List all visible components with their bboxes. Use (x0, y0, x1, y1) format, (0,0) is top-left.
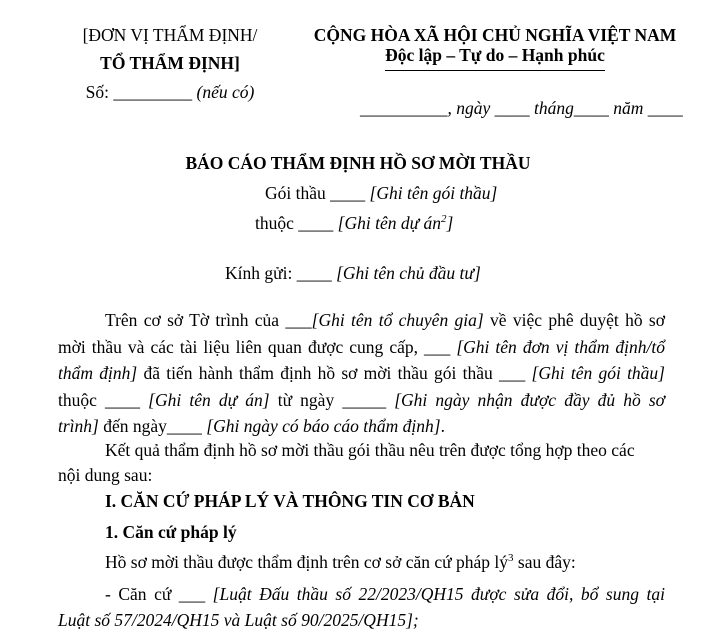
paragraph-line (105, 309, 665, 331)
section-heading-1: I. CĂN CỨ PHÁP LÝ VÀ THÔNG TIN CƠ BẢN (105, 491, 475, 511)
recipient-value: [Ghi tên chủ đầu tư] (336, 263, 481, 283)
placeholder-text: [Ghi tên gói thầu] (531, 363, 665, 383)
placeholder-text: [Ghi ngày có báo cáo thẩm định] (206, 416, 441, 436)
place-date-line: __________, ngày ____ tháng____ năm ____ (360, 98, 683, 118)
org-name-line1: [ĐƠN VỊ THẨM ĐỊNH/ (82, 25, 258, 45)
placeholder-text: [Ghi tên dự án] (148, 390, 270, 410)
body-text: đến ngày____ (98, 416, 207, 436)
legal-intro-text: Hồ sơ mời thầu được thẩm định trên cơ sở căn cứ pháp lý (105, 552, 509, 572)
report-title: BÁO CÁO THẨM ĐỊNH HỒ SƠ MỜI THẦU (185, 153, 531, 173)
org-name-line2: TỔ THẨM ĐỊNH] (100, 53, 240, 73)
placeholder-text: [Ghi tên tổ chuyên gia] (311, 310, 484, 330)
project-close: ] (446, 213, 454, 233)
legal-intro (105, 551, 576, 573)
recipient-label: Kính gửi: ____ (225, 263, 337, 283)
paragraph-line (58, 389, 665, 411)
paragraph-line (58, 362, 665, 384)
subsection-heading-1: 1. Căn cứ pháp lý (105, 522, 237, 542)
legal-basis-line2: Luật số 57/2024/QH15 và Luật số 90/2025/QH15]; (58, 610, 419, 630)
paragraph-line (58, 415, 445, 437)
project-line (255, 212, 453, 234)
recipient-line (225, 262, 481, 284)
project-value: [Ghi tên dự án (337, 213, 441, 233)
number-note: (nếu có) (196, 82, 255, 102)
body-text: mời thầu và các tài liệu liên quan được cung cấp, ___ (58, 337, 457, 357)
project-label: thuộc ____ (255, 213, 338, 233)
results-paragraph-line1: Kết quả thẩm định hồ sơ mời thầu gói thầu nêu trên được tổng hợp theo các (105, 440, 635, 460)
body-text: . (440, 416, 445, 436)
body-text: đã tiến hành thẩm định hồ sơ mời thầu gói thầu ___ (137, 363, 532, 383)
motto: Độc lập – Tự do – Hạnh phúc (385, 45, 605, 65)
motto-underline (385, 70, 605, 71)
body-text: Trên cơ sở Tờ trình của ___ (105, 310, 312, 330)
country-name: CỘNG HÒA XÃ HỘI CHỦ NGHĨA VIỆT NAM (313, 25, 677, 45)
placeholder-text: thẩm định] (58, 363, 138, 383)
placeholder-text: trình] (58, 416, 99, 436)
basis-text: [Luật Đấu thầu số 22/2023/QH15 được sửa đổi, bổ sung tại (212, 584, 665, 604)
body-text: thuộc ____ (58, 390, 149, 410)
package-value: [Ghi tên gói thầu] (369, 183, 498, 203)
body-text: từ ngày _____ (269, 390, 395, 410)
footnote-ref: 3 (508, 552, 514, 565)
legal-basis-line1 (105, 583, 665, 605)
document-number (40, 81, 300, 103)
placeholder-text: [Ghi tên đơn vị thẩm định/tổ (456, 337, 665, 357)
basis-prefix: - Căn cứ ___ (105, 584, 213, 604)
body-text: về việc phê duyệt hồ sơ (483, 310, 665, 330)
paragraph-line (58, 336, 665, 358)
placeholder-text: [Ghi ngày nhận được đầy đủ hồ sơ (394, 390, 665, 410)
number-label: Số: _________ (85, 82, 193, 102)
package-label: Gói thầu ____ (265, 183, 370, 203)
package-line (265, 182, 497, 204)
results-paragraph-line2: nội dung sau: (58, 465, 153, 485)
legal-intro-end: sau đây: (513, 552, 576, 572)
footnote-ref: 2 (441, 213, 447, 226)
